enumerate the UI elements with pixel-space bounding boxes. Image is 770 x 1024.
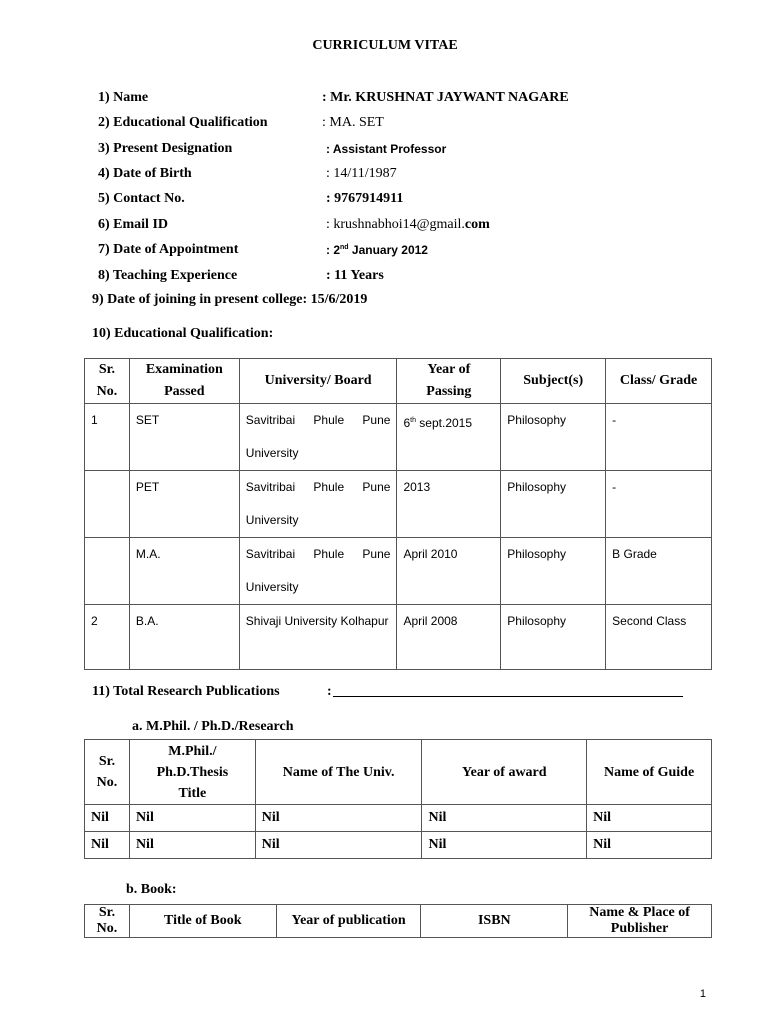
cell-grade: B Grade xyxy=(606,538,712,605)
detail-value-suffix: January 2012 xyxy=(348,243,428,257)
detail-value: : MA. SET xyxy=(322,115,384,130)
research-label: 11) Total Research Publications xyxy=(92,684,280,699)
cell-univ: Savitribai Phule Pune University xyxy=(239,471,397,538)
cell-sr xyxy=(85,471,130,538)
table-row xyxy=(85,832,712,859)
col-header-grade: Class/ Grade xyxy=(606,359,712,404)
cell-sr: 1 xyxy=(85,404,130,471)
detail-label: 6) Email ID xyxy=(98,217,168,232)
book-heading: b. Book: xyxy=(126,882,177,897)
cell-univ: Savitribai Phule Pune University xyxy=(239,404,397,471)
detail-label: 5) Contact No. xyxy=(98,191,185,206)
cell-thesis: Nil xyxy=(129,805,255,832)
detail-label: 3) Present Designation xyxy=(98,141,233,156)
book-table xyxy=(84,904,712,938)
detail-value-suffix: com xyxy=(464,217,490,232)
cell-subject: Philosophy xyxy=(501,471,606,538)
cell-sr: Nil xyxy=(85,805,130,832)
table-row xyxy=(85,805,712,832)
edu-heading: 10) Educational Qualification: xyxy=(92,326,274,341)
col-header-isbn: ISBN xyxy=(421,905,568,938)
cell-exam: PET xyxy=(129,471,239,538)
col-header-univ: University/ Board xyxy=(239,359,397,404)
detail-label: 1) Name xyxy=(98,90,149,105)
education-table xyxy=(84,358,712,670)
cell-grade: - xyxy=(606,471,712,538)
page-number: 1 xyxy=(699,988,706,1000)
cell-guide: Nil xyxy=(587,805,712,832)
detail-value: : krushnabhoi14@gmail. xyxy=(326,217,465,232)
detail-label: 4) Date of Birth xyxy=(98,166,192,181)
cell-thesis: Nil xyxy=(129,832,255,859)
detail-value: : Mr. KRUSHNAT JAYWANT NAGARE xyxy=(322,90,569,105)
cell-exam: M.A. xyxy=(129,538,239,605)
col-header-year: Year of Passing xyxy=(397,359,501,404)
cell-guide: Nil xyxy=(587,832,712,859)
detail-value: : 9767914911 xyxy=(326,191,404,206)
mphil-heading: a. M.Phil. / Ph.D./Research xyxy=(132,719,294,734)
table-row xyxy=(85,471,712,538)
cell-subject: Philosophy xyxy=(501,404,606,471)
cell-year: April 2010 xyxy=(397,538,501,605)
cell-grade: Second Class xyxy=(606,605,712,670)
detail-value: : Assistant Professor xyxy=(326,142,447,156)
col-header-year: Year of award xyxy=(422,740,587,805)
table-row xyxy=(85,404,712,471)
cell-sr: 2 xyxy=(85,605,130,670)
cell-univ: Nil xyxy=(255,805,422,832)
cell-univ: Shivaji University Kolhapur xyxy=(239,605,397,670)
research-heading xyxy=(92,684,332,700)
detail-label: 7) Date of Appointment xyxy=(98,242,239,257)
col-header-sr: Sr. No. xyxy=(85,359,130,404)
cell-subject: Philosophy xyxy=(501,605,606,670)
cell-grade: - xyxy=(606,404,712,471)
cell-exam: B.A. xyxy=(129,605,239,670)
table-row xyxy=(85,538,712,605)
cell-univ: Savitribai Phule Pune University xyxy=(239,538,397,605)
col-header-year: Year of publication xyxy=(276,905,421,938)
cell-year: 6th sept.2015 xyxy=(397,404,501,471)
cell-exam: SET xyxy=(129,404,239,471)
cell-subject: Philosophy xyxy=(501,538,606,605)
mphil-table xyxy=(84,739,712,859)
table-row xyxy=(85,605,712,670)
detail-value: : 2 xyxy=(326,243,341,257)
cell-year: Nil xyxy=(422,832,587,859)
detail-label: 2) Educational Qualification xyxy=(98,115,268,130)
col-header-sr: Sr. No. xyxy=(85,905,130,938)
col-header-publisher: Name & Place of Publisher xyxy=(568,905,712,938)
table-header-row xyxy=(85,359,712,404)
detail-value-sup: nd xyxy=(340,244,349,251)
detail-label: 8) Teaching Experience xyxy=(98,268,238,283)
col-header-guide: Name of Guide xyxy=(587,740,712,805)
col-header-title: Title of Book xyxy=(129,905,276,938)
detail-value: : 11 Years xyxy=(326,268,384,283)
table-header-row xyxy=(85,740,712,805)
col-header-exam: Examination Passed xyxy=(129,359,239,404)
research-colon: : xyxy=(327,684,332,699)
joining-date: 9) Date of joining in present college: 15/6/2019 xyxy=(92,292,368,307)
table-header-row xyxy=(85,905,712,938)
research-blank-line xyxy=(333,684,683,697)
detail-value: : 14/11/1987 xyxy=(326,166,397,181)
cell-univ: Nil xyxy=(255,832,422,859)
col-header-univ: Name of The Univ. xyxy=(255,740,422,805)
document-title: CURRICULUM VITAE xyxy=(312,38,458,53)
cell-sr xyxy=(85,538,130,605)
cell-year: April 2008 xyxy=(397,605,501,670)
col-header-thesis: M.Phil./ Ph.D.Thesis Title xyxy=(129,740,255,805)
col-header-subject: Subject(s) xyxy=(501,359,606,404)
cell-year: Nil xyxy=(422,805,587,832)
col-header-sr: Sr. No. xyxy=(85,740,130,805)
cell-year: 2013 xyxy=(397,471,501,538)
cell-sr: Nil xyxy=(85,832,130,859)
